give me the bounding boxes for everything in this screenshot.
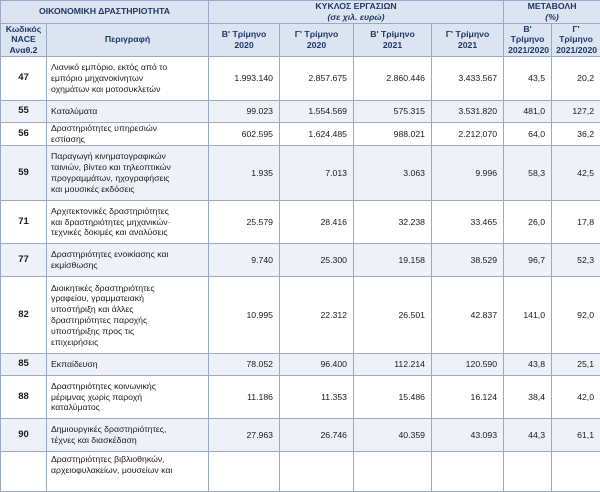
nace-code-cell: 77 [1, 243, 47, 276]
change-q2-cell: 43,8 [504, 353, 552, 375]
turnover-q3-2020-cell: 1.624.485 [280, 122, 354, 145]
turnover-q3-2020-cell: 1.554.569 [280, 100, 354, 122]
turnover-q2-2021-cell: 2.860.446 [354, 56, 432, 100]
nace-code-cell: 55 [1, 100, 47, 122]
description-line: Αρχιτεκτονικές δραστηριότητες [51, 206, 204, 217]
turnover-q2-2020-cell: 27.963 [209, 418, 280, 451]
description-line: Δημιουργικές δραστηριότητες, [51, 424, 204, 435]
turnover-q2-2021-cell: 15.486 [354, 375, 432, 418]
turnover-q3-2021-cell: 9.996 [432, 145, 504, 200]
table-row [1, 353, 600, 375]
q3-2021-column-header: Γ' Τρίμηνο 2021 [432, 23, 504, 56]
turnover-q3-2021-cell: 2.212.070 [432, 122, 504, 145]
description-line: Λιανικό εμπόριο, εκτός από το [51, 62, 204, 73]
description-cell [47, 353, 209, 375]
table-row [1, 122, 600, 145]
description-cell [47, 145, 209, 200]
description-column-header: Περιγραφή [47, 23, 209, 56]
turnover-q3-2021-cell: 43.093 [432, 418, 504, 451]
description-cell [47, 122, 209, 145]
turnover-unit: (σε χιλ. ευρώ) [213, 12, 499, 23]
turnover-q2-2020-cell: 9.740 [209, 243, 280, 276]
change-q2-cell [504, 451, 552, 491]
description-line: δραστηριότητες παροχής [51, 315, 204, 326]
turnover-q3-2020-cell: 22.312 [280, 276, 354, 353]
turnover-q2-2020-cell: 25.579 [209, 200, 280, 243]
code-column-header: Κωδικός NACE Αναθ.2 [1, 23, 47, 56]
description-line: ταινιών, βίντεο και τηλεοπτικών [51, 162, 204, 173]
description-line: Εκπαίδευση [51, 359, 204, 370]
turnover-header [209, 1, 504, 24]
description-cell [47, 243, 209, 276]
turnover-q3-2021-cell: 3.531.820 [432, 100, 504, 122]
description-line: γραφείου, γραμματειακή [51, 293, 204, 304]
description-line: εκμίσθωσης [51, 260, 204, 271]
description-line: Δραστηριότητες υπηρεσιών [51, 123, 204, 134]
turnover-q3-2020-cell: 28.416 [280, 200, 354, 243]
change-q2-cell: 44,3 [504, 418, 552, 451]
change-q2-cell: 38,4 [504, 375, 552, 418]
nace-code-cell: 56 [1, 122, 47, 145]
nace-code-cell: 85 [1, 353, 47, 375]
change-q3-cell: 25,1 [552, 353, 600, 375]
table-row [1, 451, 600, 491]
turnover-q2-2021-cell [354, 451, 432, 491]
change-q2-cell: 43,5 [504, 56, 552, 100]
turnover-q2-2020-cell: 11.186 [209, 375, 280, 418]
description-line: εμπόριο μηχανοκίνητων [51, 73, 204, 84]
change-q3-cell: 61,1 [552, 418, 600, 451]
description-cell [47, 375, 209, 418]
turnover-q2-2020-cell: 1.993.140 [209, 56, 280, 100]
turnover-q2-2021-cell: 40.359 [354, 418, 432, 451]
description-line: Δραστηριότητες ενοικίασης και [51, 249, 204, 260]
description-cell [47, 56, 209, 100]
table-row [1, 243, 600, 276]
turnover-q3-2020-cell: 2.857.675 [280, 56, 354, 100]
description-line: μέριμνας χωρίς παροχή [51, 392, 204, 403]
change-q3-cell: 42,5 [552, 145, 600, 200]
q3-2020-column-header: Γ' Τρίμηνο 2020 [280, 23, 354, 56]
turnover-q3-2021-cell [432, 451, 504, 491]
nace-code-cell: 82 [1, 276, 47, 353]
description-line: υποστήριξης προς τις [51, 326, 204, 337]
q2-2020-column-header: Β' Τρίμηνο 2020 [209, 23, 280, 56]
turnover-q3-2021-cell: 33.465 [432, 200, 504, 243]
description-cell [47, 418, 209, 451]
turnover-title: ΚΥΚΛΟΣ ΕΡΓΑΣΙΩΝ [213, 1, 499, 12]
turnover-q2-2020-cell: 99.023 [209, 100, 280, 122]
description-line: εστίασης [51, 134, 204, 145]
description-line: προγραμμάτων, ηχογραφήσεις [51, 173, 204, 184]
turnover-q3-2021-cell: 120.590 [432, 353, 504, 375]
description-line: υποστήριξη και άλλες [51, 304, 204, 315]
turnover-q2-2021-cell: 112.214 [354, 353, 432, 375]
description-line: Δραστηριότητες βιβλιοθηκών, [51, 454, 204, 465]
description-cell [47, 276, 209, 353]
change-q3-cell: 42,0 [552, 375, 600, 418]
change-q3-cell [552, 451, 600, 491]
q2-2021-column-header: Β' Τρίμηνο 2021 [354, 23, 432, 56]
nace-code-cell: 71 [1, 200, 47, 243]
description-line: επιχειρήσεις [51, 337, 204, 348]
turnover-q2-2021-cell: 26.501 [354, 276, 432, 353]
description-line: και δραστηριότητες μηχανικών· [51, 217, 204, 228]
description-line: Καταλύματα [51, 106, 204, 117]
change-q2-cell: 481,0 [504, 100, 552, 122]
description-line: καταλύματος [51, 402, 204, 413]
turnover-q2-2021-cell: 19.158 [354, 243, 432, 276]
description-cell [47, 200, 209, 243]
change-q2-column-header: Β' Τρίμηνο 2021/2020 [504, 23, 552, 56]
description-line: Παραγωγή κινηματογραφικών [51, 151, 204, 162]
turnover-q2-2021-cell: 575.315 [354, 100, 432, 122]
change-q3-cell: 92,0 [552, 276, 600, 353]
turnover-q3-2020-cell: 26.746 [280, 418, 354, 451]
turnover-q3-2020-cell: 96.400 [280, 353, 354, 375]
change-unit: (%) [508, 12, 596, 23]
turnover-q2-2021-cell: 988.021 [354, 122, 432, 145]
description-line: τεχνικές δοκιμές και αναλύσεις [51, 227, 204, 238]
description-line: αρχειοφυλακείων, μουσείων και [51, 465, 204, 476]
change-q2-cell: 58,3 [504, 145, 552, 200]
turnover-q3-2021-cell: 3.433.567 [432, 56, 504, 100]
turnover-q3-2020-cell: 25.300 [280, 243, 354, 276]
change-title: ΜΕΤΑΒΟΛΗ [508, 1, 596, 12]
change-q3-cell: 20,2 [552, 56, 600, 100]
turnover-q2-2020-cell: 602.595 [209, 122, 280, 145]
description-cell [47, 100, 209, 122]
description-line: Δραστηριότητες κοινωνικής [51, 381, 204, 392]
change-q2-cell: 141,0 [504, 276, 552, 353]
change-q3-cell: 52,3 [552, 243, 600, 276]
description-line: Διοικητικές δραστηριότητες [51, 283, 204, 294]
activity-header: ΟΙΚΟΝΟΜΙΚΗ ΔΡΑΣΤΗΡΙΟΤΗΤΑ [1, 1, 209, 24]
nace-code-cell: 88 [1, 375, 47, 418]
nace-code-cell [1, 451, 47, 491]
turnover-q2-2020-cell: 10.995 [209, 276, 280, 353]
turnover-q2-2021-cell: 32.238 [354, 200, 432, 243]
change-q3-cell: 127,2 [552, 100, 600, 122]
change-q2-cell: 64,0 [504, 122, 552, 145]
table-row [1, 100, 600, 122]
turnover-q3-2021-cell: 38.529 [432, 243, 504, 276]
table-row [1, 418, 600, 451]
change-q2-cell: 96,7 [504, 243, 552, 276]
turnover-q2-2020-cell: 78.052 [209, 353, 280, 375]
turnover-q3-2020-cell [280, 451, 354, 491]
turnover-q3-2020-cell: 7.013 [280, 145, 354, 200]
table-row [1, 276, 600, 353]
turnover-q3-2021-cell: 42.837 [432, 276, 504, 353]
nace-code-cell: 47 [1, 56, 47, 100]
turnover-q2-2021-cell: 3.063 [354, 145, 432, 200]
description-line: τέχνες και διασκέδαση [51, 435, 204, 446]
table-row [1, 56, 600, 100]
change-header [504, 1, 600, 24]
change-q2-cell: 26,0 [504, 200, 552, 243]
change-q3-cell: 17,8 [552, 200, 600, 243]
table-row [1, 375, 600, 418]
change-q3-cell: 36,2 [552, 122, 600, 145]
change-q3-column-header: Γ' Τρίμηνο 2021/2020 [552, 23, 600, 56]
description-cell [47, 451, 209, 491]
turnover-q3-2021-cell: 16.124 [432, 375, 504, 418]
turnover-q3-2020-cell: 11.353 [280, 375, 354, 418]
description-line: οχημάτων και μοτοσυκλετών [51, 84, 204, 95]
table-row [1, 145, 600, 200]
nace-code-cell: 90 [1, 418, 47, 451]
turnover-q2-2020-cell: 1.935 [209, 145, 280, 200]
nace-code-cell: 59 [1, 145, 47, 200]
description-line: και μουσικές εκδόσεις [51, 184, 204, 195]
turnover-q2-2020-cell [209, 451, 280, 491]
table-row [1, 200, 600, 243]
